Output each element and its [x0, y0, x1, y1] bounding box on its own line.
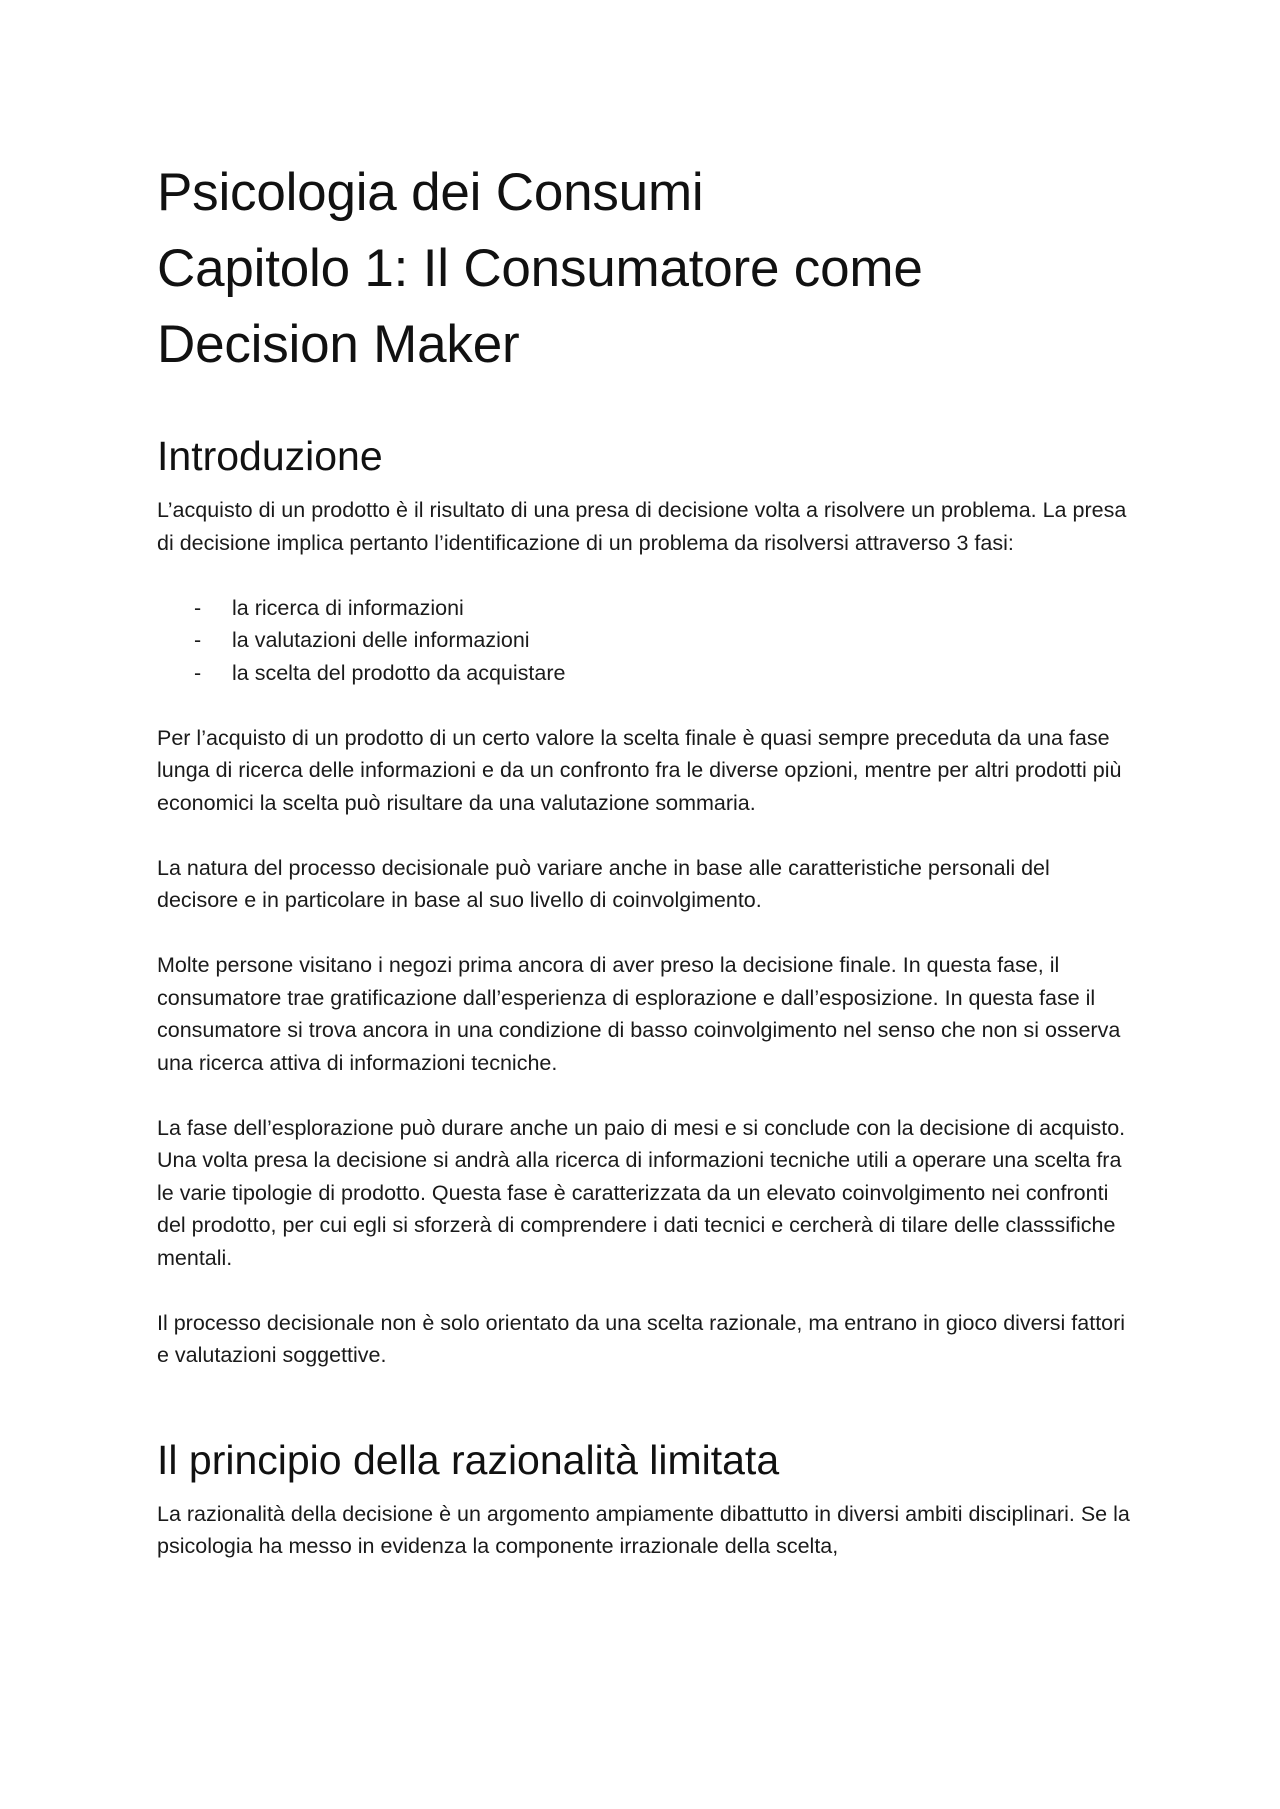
- document-title: [157, 155, 1137, 383]
- intro-paragraph: L’acquisto di un prodotto è il risultato di una presa di decisione volta a risolvere un problema. La presa di decisione implica pertanto l’identificazione di un problema da risolversi attraverso 3 fasi:: [157, 498, 1127, 555]
- body-paragraph: Per l’acquisto di un prodotto di un certo valore la scelta finale è quasi sempre preceduta da una fase lunga di ricerca delle informazioni e da un confronto fra le diverse opzioni, mentre per altri prodotti più economici la scelta può risultare da una valutazione sommaria.: [157, 725, 1122, 815]
- list-item: [157, 657, 1137, 690]
- list-item-text: la ricerca di informazioni: [232, 595, 464, 620]
- title-line-1: Psicologia dei Consumi: [157, 163, 704, 222]
- list-item: [157, 592, 1137, 625]
- section-introduzione: [157, 430, 1137, 1372]
- section-razionalita-limitata: [157, 1434, 1137, 1563]
- phase-list: [157, 592, 1137, 690]
- list-item-text: la valutazioni delle informazioni: [232, 628, 530, 652]
- body-paragraph: La natura del processo decisionale può variare anche in base alle caratteristiche personali del decisore e in particolare in base al suo livello di coinvolgimento.: [157, 855, 1050, 912]
- body-paragraph: La razionalità della decisione è un argomento ampiamente dibattutto in diversi ambiti disciplinari. Se la psicologia ha messo in evidenza la componente irrazionale della scelta,: [157, 1501, 1130, 1558]
- document-page: [157, 155, 1137, 1563]
- section-heading: Il principio della razionalità limitata: [157, 1436, 780, 1483]
- body-paragraph: Molte persone visitano i negozi prima ancora di aver preso la decisione finale. In questa fase, il consumatore trae gratificazione dall’esperienza di esplorazione e dall’esposizione. In questa fase il consumatore si trova ancora in una condizione di basso coinvolgimento nel senso che non si osserva una ricerca attiva di informazioni tecniche.: [157, 953, 1121, 1075]
- list-item: [157, 624, 1137, 657]
- bullet-marker: -: [194, 628, 202, 652]
- list-item-text: la scelta del prodotto da acquistare: [232, 660, 566, 685]
- title-line-2: Capitolo 1: Il Consumatore come: [157, 239, 923, 298]
- title-line-3: Decision Maker: [157, 315, 520, 374]
- bullet-marker: -: [194, 660, 202, 685]
- body-paragraph: La fase dell’esplorazione può durare anche un paio di mesi e si conclude con la decisione di acquisto. Una volta presa la decisione si andrà alla ricerca di informazioni tecniche utili a operare una scelta fra le varie tipologie di prodotto. Questa fase è caratterizzata da un elevato coinvolgimento nei confronti del prodotto, per cui egli si sforzerà di comprendere i dati tecnici e cercherà di tilare delle classsifiche mentali.: [157, 1115, 1126, 1270]
- bullet-marker: -: [194, 595, 202, 620]
- body-paragraph: Il processo decisionale non è solo orientato da una scelta razionale, ma entrano in gioco diversi fattori e valutazioni soggettive.: [157, 1310, 1126, 1367]
- section-heading: Introduzione: [157, 433, 383, 479]
